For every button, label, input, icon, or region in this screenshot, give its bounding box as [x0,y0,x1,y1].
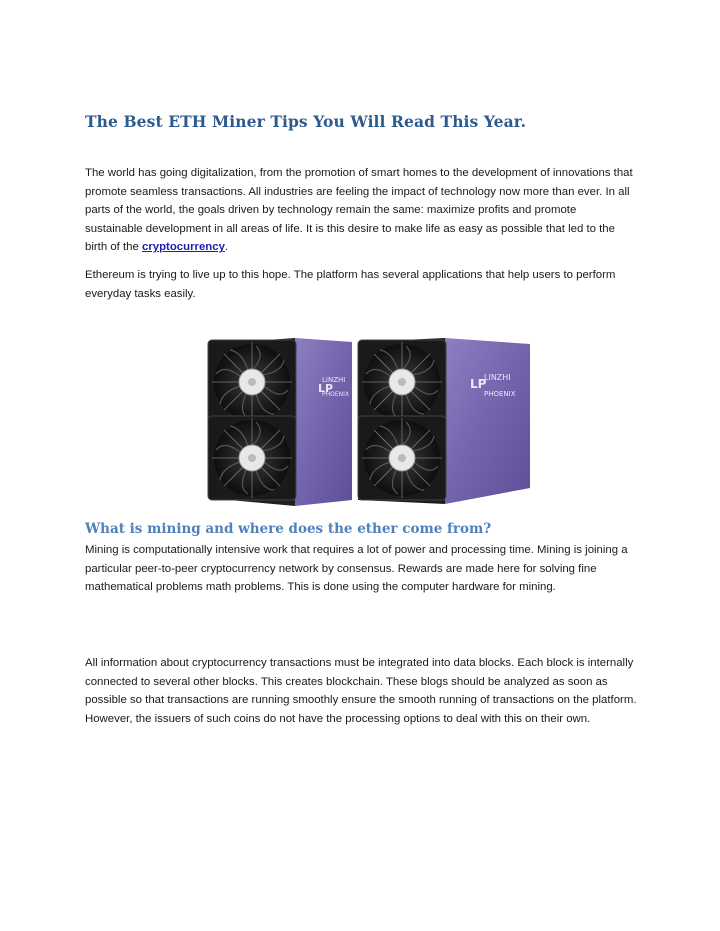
miner-unit-left [208,338,352,506]
intro-text: The world has going digitalization, from the promotion of smart homes to the development of innovations that promote seamless transactions. All industries are feeling the impact of technology now more than ever. In all parts of the world, the goals driven by technology remain the same: maximize profits and promote sustainable development in all areas of life. It is this desire to make life as easy as possible that led to the birth of the [85,167,633,254]
mining-paragraph: Mining is computationally intensive work that requires a lot of power and processing time. Mining is joining a particular peer-to-peer cryptocurrency network by consensus. Rewards are made here for solving fine mathematical problems math problems. This is done using the computer hardware for mining. [85,544,628,594]
left-brand-line2: PHOENIX [322,391,350,398]
ethereum-paragraph: Ethereum is trying to live up to this hope. The platform has several applications that help users to perform everyday tasks easily. [85,269,616,300]
intro-text-end: . [224,241,229,254]
blockchain-paragraph: All information about cryptocurrency transactions must be integrated into data blocks. Each block is internally connected to several other blocks. This creates blockchain. These blogs should be analyzed as soon as possible so that transactions are running smoothly ensure the smooth running of transactions on the platform. However, the issuers of such coins do not have the processing options to deal with this on their own. [85,657,637,725]
right-brand-line2: PHOENIX [484,390,516,398]
article-title: The Best ETH Miner Tips You Will Read This Year. [85,112,527,131]
right-logo-glyph: LP [470,377,487,391]
left-logo-glyph: LP [318,382,334,395]
left-brand-line1: LINZHI [322,376,346,384]
right-brand-line1: LINZHI [484,373,511,382]
section-heading: What is mining and where does the ether come from? [85,521,492,537]
miner-unit-right [358,338,530,504]
intro-paragraph [85,164,637,257]
miner-device-image [200,330,530,512]
cryptocurrency-link[interactable]: cryptocurrency [142,241,225,254]
